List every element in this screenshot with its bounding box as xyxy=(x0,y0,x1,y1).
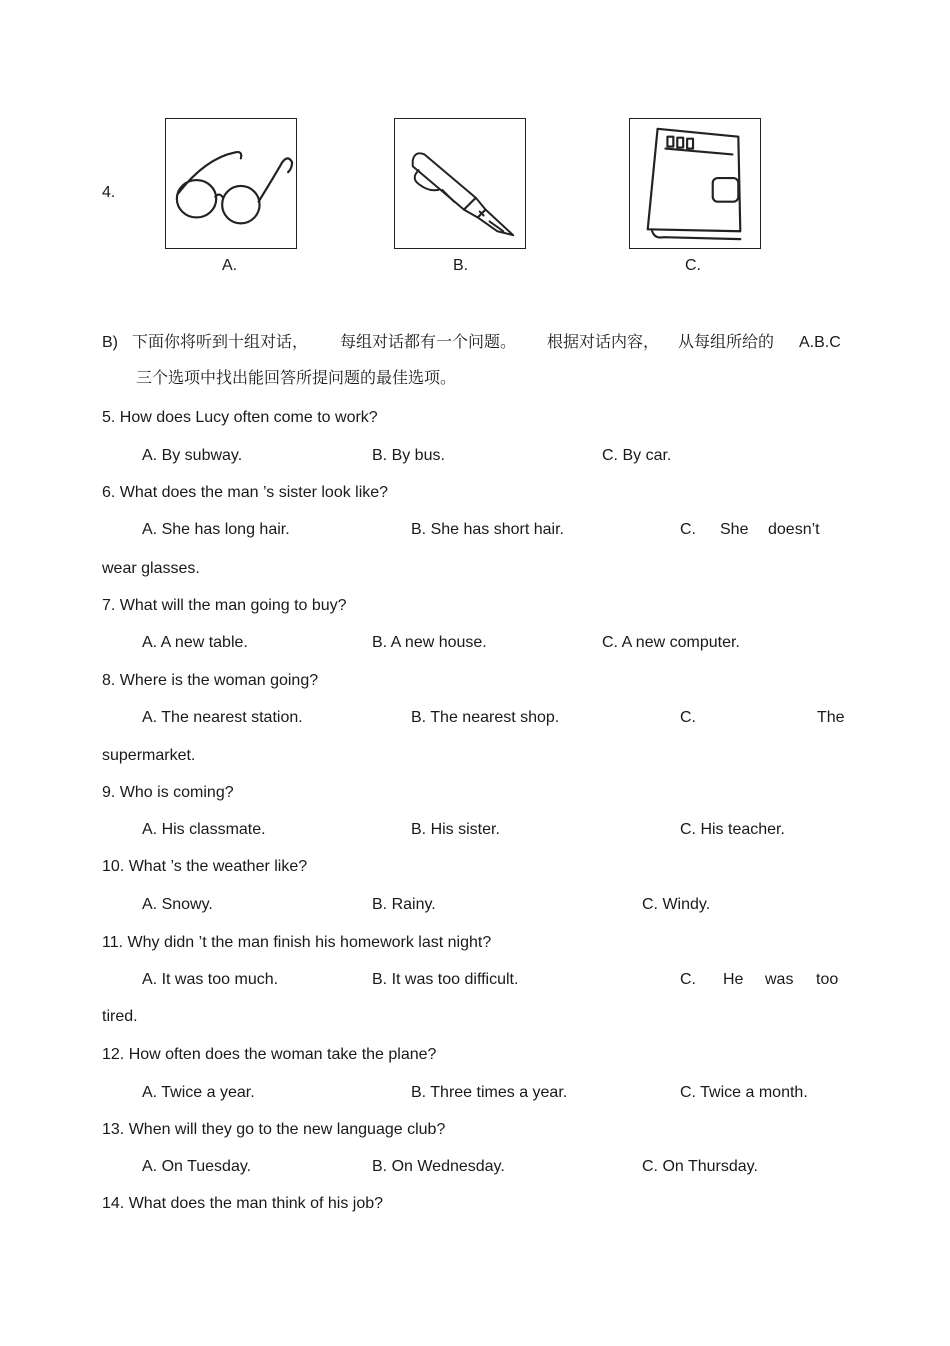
question-13: 13. When will they go to the new language club? xyxy=(102,1121,446,1138)
option-b-caption: B. xyxy=(453,257,469,274)
q13-option-b[interactable]: B. On Wednesday. xyxy=(372,1158,505,1175)
question-10: 10. What ’s the weather like? xyxy=(102,858,308,875)
section-b-text-4: 从每组所给的 xyxy=(678,334,775,351)
q8-option-c-letter[interactable]: C. xyxy=(680,709,696,726)
q9-option-b[interactable]: B. His sister. xyxy=(411,821,500,838)
question-11: 11. Why didn ’t the man finish his homework last night? xyxy=(102,934,492,951)
section-b-line-2: 三个选项中找出能回答所提问题的最佳选项。 xyxy=(136,370,457,387)
option-c-image[interactable] xyxy=(629,118,761,249)
q6-option-c-letter[interactable]: C. xyxy=(680,521,696,538)
q11-option-c-word-3: too xyxy=(816,971,839,988)
question-5: 5. How does Lucy often come to work? xyxy=(102,409,378,426)
option-a-image[interactable] xyxy=(165,118,297,249)
option-c-caption: C. xyxy=(685,257,701,274)
q5-option-c[interactable]: C. By car. xyxy=(602,447,672,464)
q11-option-c-word-1: He xyxy=(723,971,744,988)
q10-option-c[interactable]: C. Windy. xyxy=(642,896,711,913)
q11-option-c-letter[interactable]: C. xyxy=(680,971,696,988)
q6-option-b[interactable]: B. She has short hair. xyxy=(411,521,564,538)
question-8: 8. Where is the woman going? xyxy=(102,672,319,689)
section-b-text-3: 根据对话内容， xyxy=(547,334,660,351)
question-12: 12. How often does the woman take the plane? xyxy=(102,1046,437,1063)
section-b-text-1: 下面你将听到十组对话， xyxy=(132,334,309,351)
q13-option-a[interactable]: A. On Tuesday. xyxy=(142,1158,252,1175)
q8-option-c-cont: supermarket. xyxy=(102,747,196,764)
q11-option-a[interactable]: A. It was too much. xyxy=(142,971,279,988)
question-9: 9. Who is coming? xyxy=(102,784,234,801)
section-b-text-2: 每组对话都有一个问题。 xyxy=(340,334,517,351)
q9-option-a[interactable]: A. His classmate. xyxy=(142,821,266,838)
q6-option-c-word-2: doesn’t xyxy=(768,521,820,538)
q9-option-c[interactable]: C. His teacher. xyxy=(680,821,785,838)
q5-option-b[interactable]: B. By bus. xyxy=(372,447,445,464)
notebook-icon xyxy=(630,119,760,248)
question-7: 7. What will the man going to buy? xyxy=(102,597,347,614)
q8-option-a[interactable]: A. The nearest station. xyxy=(142,709,303,726)
q7-option-b[interactable]: B. A new house. xyxy=(372,634,487,651)
q7-option-c[interactable]: C. A new computer. xyxy=(602,634,740,651)
question-4-number: 4. xyxy=(102,184,116,201)
option-a-caption: A. xyxy=(222,257,238,274)
q6-option-c-word-1: She xyxy=(720,521,749,538)
q6-option-a[interactable]: A. She has long hair. xyxy=(142,521,290,538)
section-b-text-5: A.B.C xyxy=(799,334,841,351)
q5-option-a[interactable]: A. By subway. xyxy=(142,447,243,464)
q7-option-a[interactable]: A. A new table. xyxy=(142,634,248,651)
section-b-label: B) xyxy=(102,334,118,351)
q12-option-c[interactable]: C. Twice a month. xyxy=(680,1084,808,1101)
q11-option-c-cont: tired. xyxy=(102,1008,138,1025)
option-b-image[interactable] xyxy=(394,118,526,249)
question-14: 14. What does the man think of his job? xyxy=(102,1195,384,1212)
glasses-icon xyxy=(166,119,296,248)
q10-option-a[interactable]: A. Snowy. xyxy=(142,896,213,913)
q11-option-b[interactable]: B. It was too difficult. xyxy=(372,971,519,988)
q6-option-c-cont: wear glasses. xyxy=(102,560,200,577)
q8-option-c-word: The xyxy=(817,709,845,726)
q8-option-b[interactable]: B. The nearest shop. xyxy=(411,709,560,726)
q12-option-a[interactable]: A. Twice a year. xyxy=(142,1084,255,1101)
q12-option-b[interactable]: B. Three times a year. xyxy=(411,1084,568,1101)
q13-option-c[interactable]: C. On Thursday. xyxy=(642,1158,758,1175)
q11-option-c-word-2: was xyxy=(765,971,794,988)
q10-option-b[interactable]: B. Rainy. xyxy=(372,896,436,913)
pen-icon xyxy=(395,119,525,248)
question-6: 6. What does the man ’s sister look like? xyxy=(102,484,389,501)
